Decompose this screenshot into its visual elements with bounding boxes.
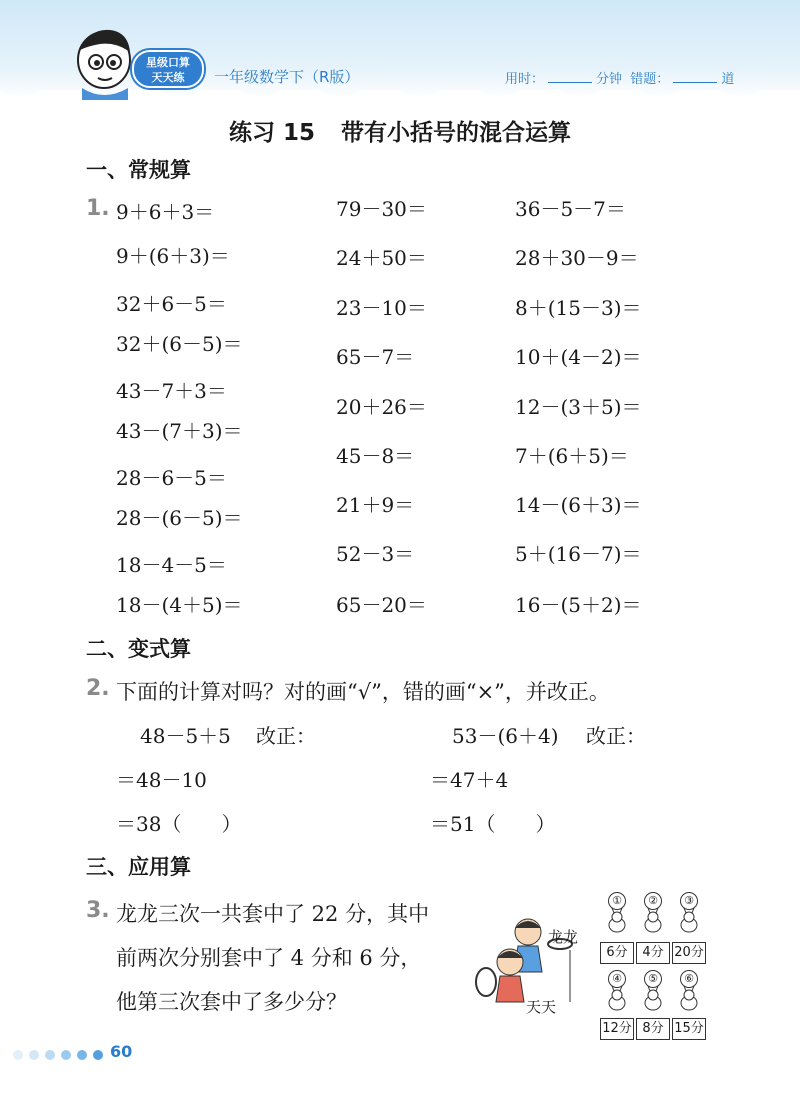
animal-target-icon <box>602 986 632 1012</box>
time-record <box>505 68 734 87</box>
count-label: 道 <box>721 72 735 87</box>
page-title <box>0 114 800 147</box>
q1-expression[interactable]: 36－5－7＝ <box>515 197 626 221</box>
kid-name-longlong: 龙龙 <box>548 928 579 946</box>
exercise-topic: 带有小括号的混合运算 <box>341 120 571 146</box>
q1-expression[interactable]: 23－10＝ <box>336 296 427 320</box>
q1-expression[interactable]: 28＋30－9＝ <box>515 246 639 270</box>
q1-expression[interactable]: 20＋26＝ <box>336 395 427 419</box>
target-score: 20分 <box>672 942 706 964</box>
q2-left-expression: 48－5＋5 <box>140 724 231 748</box>
q1-expression[interactable]: 32＋(6－5)＝ <box>116 332 243 356</box>
question-number-3: 3. <box>86 898 110 923</box>
q1-expression[interactable]: 45－8＝ <box>336 444 415 468</box>
target-score: 4分 <box>636 942 670 964</box>
target-number: ① <box>608 892 626 910</box>
minute-label: 分钟 <box>596 72 623 87</box>
q1-expression[interactable]: 5＋(16－7)＝ <box>515 542 642 566</box>
q2-right-fix-label: 改正： <box>586 724 646 748</box>
target-score: 12分 <box>600 1018 634 1040</box>
animal-target-icon <box>674 986 704 1012</box>
logo-line-2: 天天练 <box>151 71 185 84</box>
footer-dots-decoration <box>12 1048 112 1062</box>
target-score: 6分 <box>600 942 634 964</box>
q1-expression[interactable]: 9＋(6＋3)＝ <box>116 244 230 268</box>
q2-right-step-2[interactable]: ＝51（ ） <box>430 812 556 836</box>
target-score: 15分 <box>672 1018 706 1040</box>
q1-expression[interactable]: 65－7＝ <box>336 345 415 369</box>
logo-line-1: 星级口算 <box>146 56 190 69</box>
q2-left-fix-label: 改正： <box>256 724 316 748</box>
q3-line-1: 龙龙三次一共套中了 22 分，其中 <box>116 902 430 926</box>
animal-target-icon <box>602 908 632 934</box>
target-number: ④ <box>608 970 626 988</box>
q2-right-expression: 53－(6＋4) <box>452 724 559 748</box>
section-heading-3: 三、应用算 <box>86 855 191 879</box>
q2-instruction: 下面的计算对吗？对的画“√”，错的画“×”，并改正。 <box>116 680 610 704</box>
q1-expression[interactable]: 8＋(15－3)＝ <box>515 296 642 320</box>
q1-expression[interactable]: 7＋(6＋5)＝ <box>515 444 629 468</box>
question-number-1: 1. <box>86 196 110 221</box>
q3-line-2: 前两次分别套中了 4 分和 6 分， <box>116 946 422 970</box>
kid-name-tiantian: 天天 <box>526 998 557 1016</box>
q1-expression[interactable]: 65－20＝ <box>336 593 427 617</box>
q1-expression[interactable]: 28－6－5＝ <box>116 466 227 490</box>
q2-right-step-1: ＝47＋4 <box>430 768 509 792</box>
q1-expression[interactable]: 12－(3＋5)＝ <box>515 395 642 419</box>
q1-expression[interactable]: 32＋6－5＝ <box>116 292 227 316</box>
q1-expression[interactable]: 21＋9＝ <box>336 493 415 517</box>
time-label: 用时： <box>505 72 545 87</box>
q1-expression[interactable]: 52－3＝ <box>336 542 415 566</box>
q1-expression[interactable]: 10＋(4－2)＝ <box>515 345 642 369</box>
section-heading-2: 二、变式算 <box>86 637 191 661</box>
q1-expression[interactable]: 28－(6－5)＝ <box>116 506 243 530</box>
exercise-number: 练习 15 <box>228 120 315 146</box>
animal-target-icon <box>638 908 668 934</box>
time-blank[interactable] <box>548 82 592 83</box>
q2-left-step-2[interactable]: ＝38（ ） <box>116 812 242 836</box>
errors-blank[interactable] <box>673 82 717 83</box>
q3-line-3: 他第三次套中了多少分？ <box>116 990 347 1014</box>
errors-label: 错题： <box>630 72 670 87</box>
q2-left-step-1: ＝48－10 <box>116 768 207 792</box>
book-title: 一年级数学下（R版） <box>214 68 360 86</box>
series-logo <box>132 50 204 88</box>
q1-expression[interactable]: 43－(7＋3)＝ <box>116 419 243 443</box>
q1-expression[interactable]: 14－(6＋3)＝ <box>515 493 642 517</box>
mascot-icon <box>70 22 140 100</box>
animal-target-icon <box>638 986 668 1012</box>
animal-target-icon <box>674 908 704 934</box>
target-number: ⑥ <box>680 970 698 988</box>
q1-expression[interactable]: 18－4－5＝ <box>116 553 227 577</box>
q1-expression[interactable]: 9＋6＋3＝ <box>116 200 215 224</box>
target-number: ③ <box>680 892 698 910</box>
target-number: ⑤ <box>644 970 662 988</box>
question-number-2: 2. <box>86 676 110 701</box>
q1-expression[interactable]: 18－(4＋5)＝ <box>116 593 243 617</box>
target-score: 8分 <box>636 1018 670 1040</box>
q1-expression[interactable]: 24＋50＝ <box>336 246 427 270</box>
q1-expression[interactable]: 79－30＝ <box>336 197 427 221</box>
q1-expression[interactable]: 16－(5＋2)＝ <box>515 593 642 617</box>
target-number: ② <box>644 892 662 910</box>
q1-expression[interactable]: 43－7＋3＝ <box>116 379 227 403</box>
section-heading-1: 一、常规算 <box>86 158 191 182</box>
page-number: 60 <box>110 1042 133 1061</box>
